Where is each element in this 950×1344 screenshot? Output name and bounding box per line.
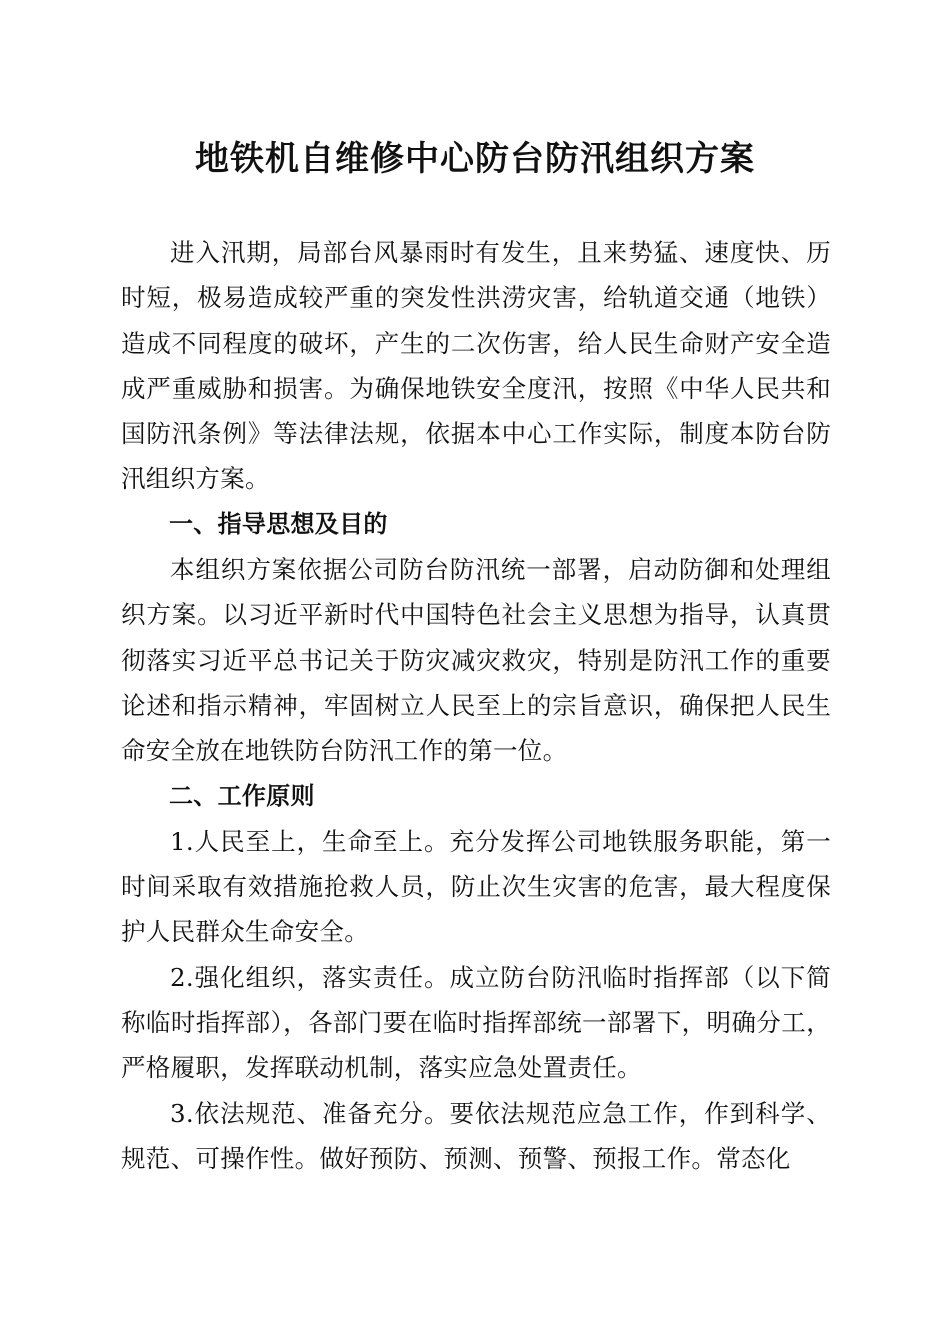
section-heading-work-principles: 二、工作原则 (169, 781, 315, 810)
document-body (121, 230, 831, 1181)
principle-item-3: 3.依法规范、准备充分。要依法规范应急工作，作到科学、规范、可操作性。做好预防、预测、预警、预报工作。常态化 (121, 1098, 831, 1173)
principle-item-1: 1.人民至上，生命至上。充分发挥公司地铁服务职能，第一时间采取有效措施抢救人员，防止次生灾害的危害，最大程度保护人民群众生命安全。 (121, 826, 831, 947)
intro-paragraph: 进入汛期，局部台风暴雨时有发生，且来势猛、速度快、历时短，极易造成较严重的突发性洪涝灾害，给轨道交通（地铁）造成不同程度的破坏，产生的二次伤害，给人民生命财产安全造成严重威胁和损害。为确保地铁安全度汛，按照《中华人民共和国防汛条例》等法律法规，依据本中心工作实际，制度本防台防汛组织方案。 (121, 238, 831, 494)
guiding-ideology-paragraph: 本组织方案依据公司防台防汛统一部署，启动防御和处理组织方案。以习近平新时代中国特色社会主义思想为指导，认真贯彻落实习近平总书记关于防灾减灾救灾，特别是防汛工作的重要论述和指示精神，牢固树立人民至上的宗旨意识，确保把人民生命安全放在地铁防台防汛工作的第一位。 (121, 555, 831, 766)
document-title: 地铁机自维修中心防台防汛组织方案 (195, 139, 755, 179)
section-heading-guiding-ideology: 一、指导思想及目的 (169, 509, 388, 538)
principle-item-2: 2.强化组织，落实责任。成立防台防汛临时指挥部（以下简称临时指挥部），各部门要在临时指挥部统一部署下，明确分工，严格履职，发挥联动机制，落实应急处置责任。 (121, 962, 831, 1083)
